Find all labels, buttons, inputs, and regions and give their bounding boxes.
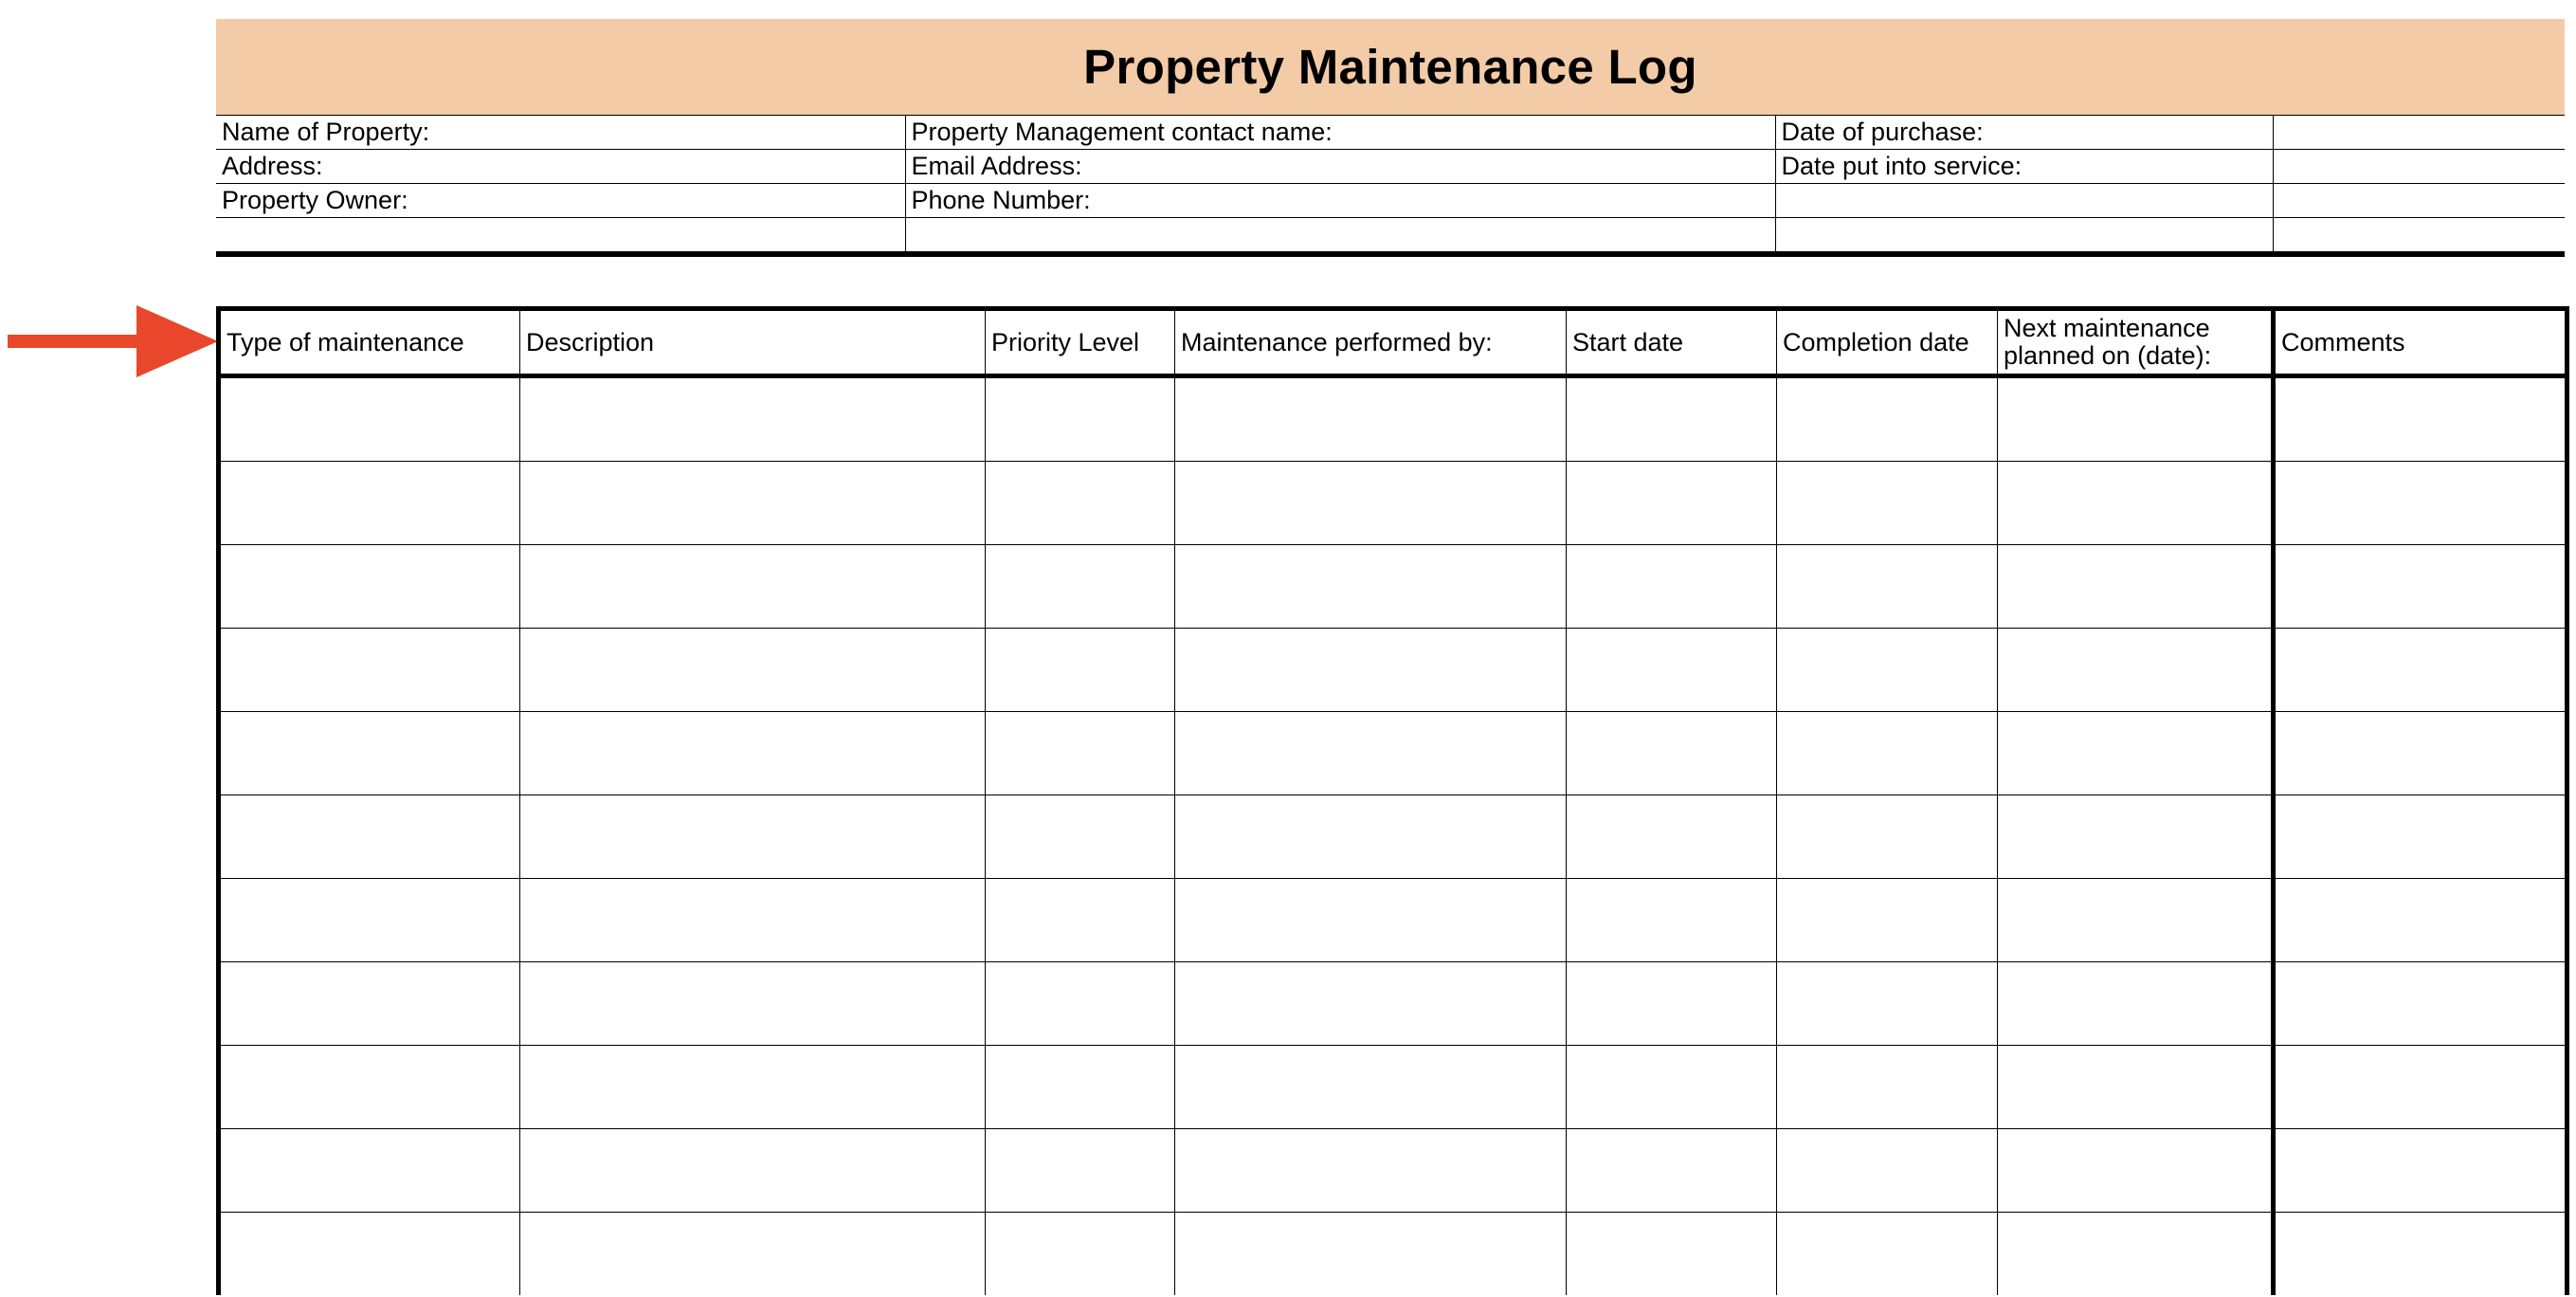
comments-cell[interactable] [2274,462,2567,545]
completion-date-cell[interactable] [1777,1129,1998,1213]
info-cell[interactable] [2273,218,2565,255]
comments-cell[interactable] [2274,795,2567,879]
completion-date-cell[interactable] [1777,462,1998,545]
next-maintenance-cell[interactable] [1998,1213,2274,1296]
priority-cell[interactable] [986,712,1175,795]
info-row [216,116,2565,150]
header-start-date: Start date [1567,309,1777,376]
priority-cell[interactable] [986,1046,1175,1129]
comments-cell[interactable] [2274,712,2567,795]
description-cell[interactable] [520,545,986,629]
description-cell[interactable] [520,629,986,712]
comments-cell[interactable] [2274,1213,2567,1296]
type-cell[interactable] [219,629,520,712]
type-cell[interactable] [219,1046,520,1129]
phone-number-label: Phone Number: [905,184,1775,218]
table-row [219,712,2567,795]
performed-by-cell[interactable] [1175,629,1567,712]
table-row [219,1213,2567,1296]
type-cell[interactable] [219,545,520,629]
type-cell[interactable] [219,462,520,545]
description-cell[interactable] [520,962,986,1046]
next-maintenance-cell[interactable] [1998,629,2274,712]
description-cell[interactable] [520,1046,986,1129]
description-cell[interactable] [520,1213,986,1296]
description-cell[interactable] [520,1129,986,1213]
priority-cell[interactable] [986,545,1175,629]
info-row [216,218,2565,255]
priority-cell[interactable] [986,1129,1175,1213]
completion-date-cell[interactable] [1777,712,1998,795]
completion-date-cell[interactable] [1777,376,1998,462]
info-cell[interactable] [905,218,1775,255]
description-cell[interactable] [520,376,986,462]
start-date-cell[interactable] [1567,376,1777,462]
table-row [219,879,2567,962]
start-date-cell[interactable] [1567,962,1777,1046]
page-title: Property Maintenance Log [1083,40,1697,94]
next-maintenance-cell[interactable] [1998,962,2274,1046]
performed-by-cell[interactable] [1175,1046,1567,1129]
table-row [219,376,2567,462]
performed-by-cell[interactable] [1175,879,1567,962]
type-cell[interactable] [219,879,520,962]
description-cell[interactable] [520,712,986,795]
start-date-cell[interactable] [1567,795,1777,879]
next-maintenance-cell[interactable] [1998,545,2274,629]
priority-cell[interactable] [986,462,1175,545]
header-next-maintenance: Next maintenance planned on (date): [1998,309,2274,376]
type-cell[interactable] [219,712,520,795]
start-date-cell[interactable] [1567,1046,1777,1129]
info-cell[interactable] [1775,184,2273,218]
table-row [219,545,2567,629]
next-maintenance-cell[interactable] [1998,462,2274,545]
arrow-right-icon [8,305,218,379]
comments-cell[interactable] [2274,879,2567,962]
next-maintenance-cell[interactable] [1998,712,2274,795]
priority-cell[interactable] [986,795,1175,879]
start-date-cell[interactable] [1567,712,1777,795]
address-label: Address: [216,150,905,184]
start-date-cell[interactable] [1567,629,1777,712]
name-of-property-label: Name of Property: [216,116,905,150]
type-cell[interactable] [219,1213,520,1296]
performed-by-cell[interactable] [1175,1129,1567,1213]
info-row [216,184,2565,218]
performed-by-cell[interactable] [1175,1213,1567,1296]
date-in-service-label: Date put into service: [1775,150,2273,184]
priority-cell[interactable] [986,962,1175,1046]
property-info-grid [216,115,2565,257]
property-owner-label: Property Owner: [216,184,905,218]
start-date-cell[interactable] [1567,879,1777,962]
info-cell[interactable] [2273,184,2565,218]
comments-cell[interactable] [2274,545,2567,629]
table-row [219,795,2567,879]
date-in-service-value[interactable] [2273,150,2565,184]
comments-cell[interactable] [2274,1046,2567,1129]
type-cell[interactable] [219,1129,520,1213]
description-cell[interactable] [520,879,986,962]
completion-date-cell[interactable] [1777,1213,1998,1296]
completion-date-cell[interactable] [1777,962,1998,1046]
date-of-purchase-label: Date of purchase: [1775,116,2273,150]
info-cell[interactable] [1775,218,2273,255]
performed-by-cell[interactable] [1175,376,1567,462]
title-banner [216,19,2565,115]
performed-by-cell[interactable] [1175,795,1567,879]
contact-name-label: Property Management contact name: [905,116,1775,150]
comments-cell[interactable] [2274,962,2567,1046]
type-cell[interactable] [219,962,520,1046]
header-type-of-maintenance: Type of maintenance [219,309,520,376]
priority-cell[interactable] [986,629,1175,712]
table-row [219,629,2567,712]
performed-by-cell[interactable] [1175,462,1567,545]
comments-cell[interactable] [2274,629,2567,712]
priority-cell[interactable] [986,879,1175,962]
comments-cell[interactable] [2274,1129,2567,1213]
completion-date-cell[interactable] [1777,879,1998,962]
header-comments: Comments [2274,309,2567,376]
priority-cell[interactable] [986,376,1175,462]
priority-cell[interactable] [986,1213,1175,1296]
type-cell[interactable] [219,795,520,879]
performed-by-cell[interactable] [1175,545,1567,629]
completion-date-cell[interactable] [1777,795,1998,879]
next-maintenance-cell[interactable] [1998,1046,2274,1129]
performed-by-cell[interactable] [1175,962,1567,1046]
next-maintenance-cell[interactable] [1998,1129,2274,1213]
header-performed-by: Maintenance performed by: [1175,309,1567,376]
email-address-label: Email Address: [905,150,1775,184]
next-maintenance-cell[interactable] [1998,879,2274,962]
description-cell[interactable] [520,795,986,879]
table-row [219,1129,2567,1213]
next-maintenance-cell[interactable] [1998,795,2274,879]
completion-date-cell[interactable] [1777,545,1998,629]
start-date-cell[interactable] [1567,545,1777,629]
header-completion-date: Completion date [1777,309,1998,376]
start-date-cell[interactable] [1567,462,1777,545]
performed-by-cell[interactable] [1175,712,1567,795]
date-of-purchase-value[interactable] [2273,116,2565,150]
completion-date-cell[interactable] [1777,629,1998,712]
start-date-cell[interactable] [1567,1129,1777,1213]
completion-date-cell[interactable] [1777,1046,1998,1129]
maintenance-log-table [216,306,2569,1295]
start-date-cell[interactable] [1567,1213,1777,1296]
comments-cell[interactable] [2274,376,2567,462]
next-maintenance-cell[interactable] [1998,376,2274,462]
header-description: Description [520,309,986,376]
table-row [219,462,2567,545]
header-row [219,309,2567,376]
description-cell[interactable] [520,462,986,545]
table-row [219,1046,2567,1129]
header-priority-level: Priority Level [986,309,1175,376]
type-cell[interactable] [219,376,520,462]
info-row [216,150,2565,184]
table-row [219,962,2567,1046]
info-cell[interactable] [216,218,905,255]
